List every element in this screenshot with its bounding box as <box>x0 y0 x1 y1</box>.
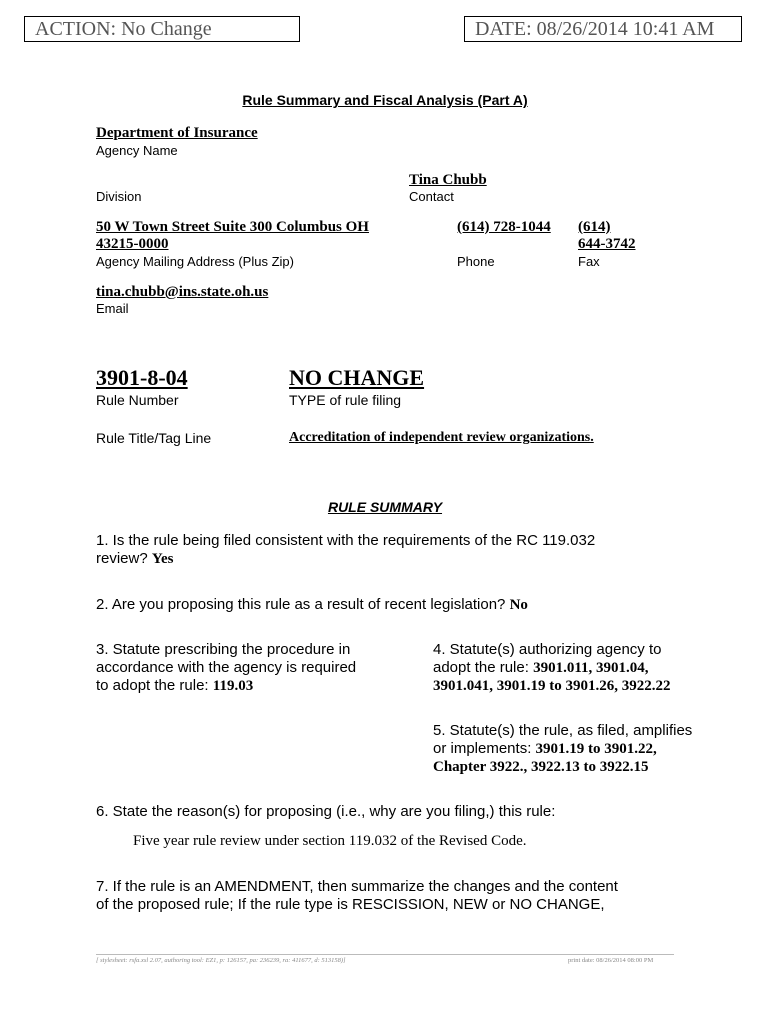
question-1-text: review? <box>96 550 148 567</box>
question-6: 6. State the reason(s) for proposing (i.e., why are you filing,) this rule: <box>96 803 556 820</box>
footer-stylesheet-info: [ stylesheet: rsfa.xsl 2.07, authoring tool: EZ1, p: 126157, pa: 236239, ra: 411677, d: 513158)] <box>96 957 346 964</box>
rule-title: Accreditation of independent review organizations. <box>289 430 594 445</box>
question-2-answer: No <box>509 597 528 613</box>
question-3-line-1: 3. Statute prescribing the procedure in <box>96 641 351 658</box>
question-3-text: to adopt the rule: <box>96 677 209 694</box>
question-4-answer-1: 3901.011, 3901.04, <box>533 660 649 676</box>
rule-number: 3901-8-04 <box>96 365 188 390</box>
fax-value-line-2: 644-3742 <box>578 236 636 252</box>
question-1-line-1: 1. Is the rule being filed consistent with the requirements of the RC 119.032 <box>96 532 596 549</box>
question-5-answer-2: Chapter 3922., 3922.13 to 3922.15 <box>433 759 649 775</box>
action-label: ACTION: No Change <box>35 18 212 40</box>
rule-number-label: Rule Number <box>96 392 179 408</box>
rule-type: NO CHANGE <box>289 365 425 390</box>
footer-divider <box>96 954 674 955</box>
contact-label: Contact <box>409 189 454 204</box>
division-label: Division <box>96 189 142 204</box>
phone-label: Phone <box>457 254 495 269</box>
question-5-answer-1: 3901.19 to 3901.22, <box>535 741 657 757</box>
question-4-text: adopt the rule: <box>433 659 529 676</box>
question-5-line-2 <box>433 740 657 758</box>
address-line-1: 50 W Town Street Suite 300 Columbus OH <box>96 219 369 235</box>
question-3-answer: 119.03 <box>212 678 254 694</box>
rule-title-label: Rule Title/Tag Line <box>96 430 212 446</box>
fax-label: Fax <box>578 254 600 269</box>
question-3-line-2: accordance with the agency is required <box>96 659 357 676</box>
question-2 <box>96 596 528 614</box>
action-box <box>24 16 300 42</box>
question-4-answer-2: 3901.041, 3901.19 to 3901.26, 3922.22 <box>433 678 671 694</box>
question-7-line-2: of the proposed rule; If the rule type is RESCISSION, NEW or NO CHANGE, <box>96 896 605 913</box>
footer-print-date: print date: 08/26/2014 08:00 PM <box>568 957 654 964</box>
fax-value-line-1: (614) <box>578 219 611 235</box>
question-5-text: or implements: <box>433 740 532 757</box>
rule-summary-heading: RULE SUMMARY <box>327 499 443 515</box>
question-4-line-1: 4. Statute(s) authorizing agency to <box>433 641 662 658</box>
question-5-line-1: 5. Statute(s) the rule, as filed, amplifies <box>433 722 693 739</box>
email-label: Email <box>96 301 129 316</box>
phone-value: (614) 728-1044 <box>457 219 551 235</box>
question-3-line-3 <box>96 677 253 695</box>
question-2-text: 2. Are you proposing this rule as a result of recent legislation? <box>96 596 506 613</box>
rule-type-label: TYPE of rule filing <box>289 392 402 408</box>
contact-name: Tina Chubb <box>409 172 487 188</box>
agency-name: Department of Insurance <box>96 125 258 141</box>
date-box <box>464 16 742 42</box>
email-value: tina.chubb@ins.state.oh.us <box>96 284 269 300</box>
address-line-2: 43215-0000 <box>96 236 169 252</box>
page-title: Rule Summary and Fiscal Analysis (Part A) <box>242 92 528 108</box>
question-7-line-1: 7. If the rule is an AMENDMENT, then summarize the changes and the content <box>96 878 618 895</box>
agency-name-label: Agency Name <box>96 143 178 158</box>
address-label: Agency Mailing Address (Plus Zip) <box>96 254 294 269</box>
question-1-answer: Yes <box>151 551 174 567</box>
date-label: DATE: 08/26/2014 10:41 AM <box>475 18 715 40</box>
question-6-answer: Five year rule review under section 119.032 of the Revised Code. <box>133 833 527 849</box>
question-1-line-2 <box>96 550 174 568</box>
question-4-line-2 <box>433 659 649 677</box>
